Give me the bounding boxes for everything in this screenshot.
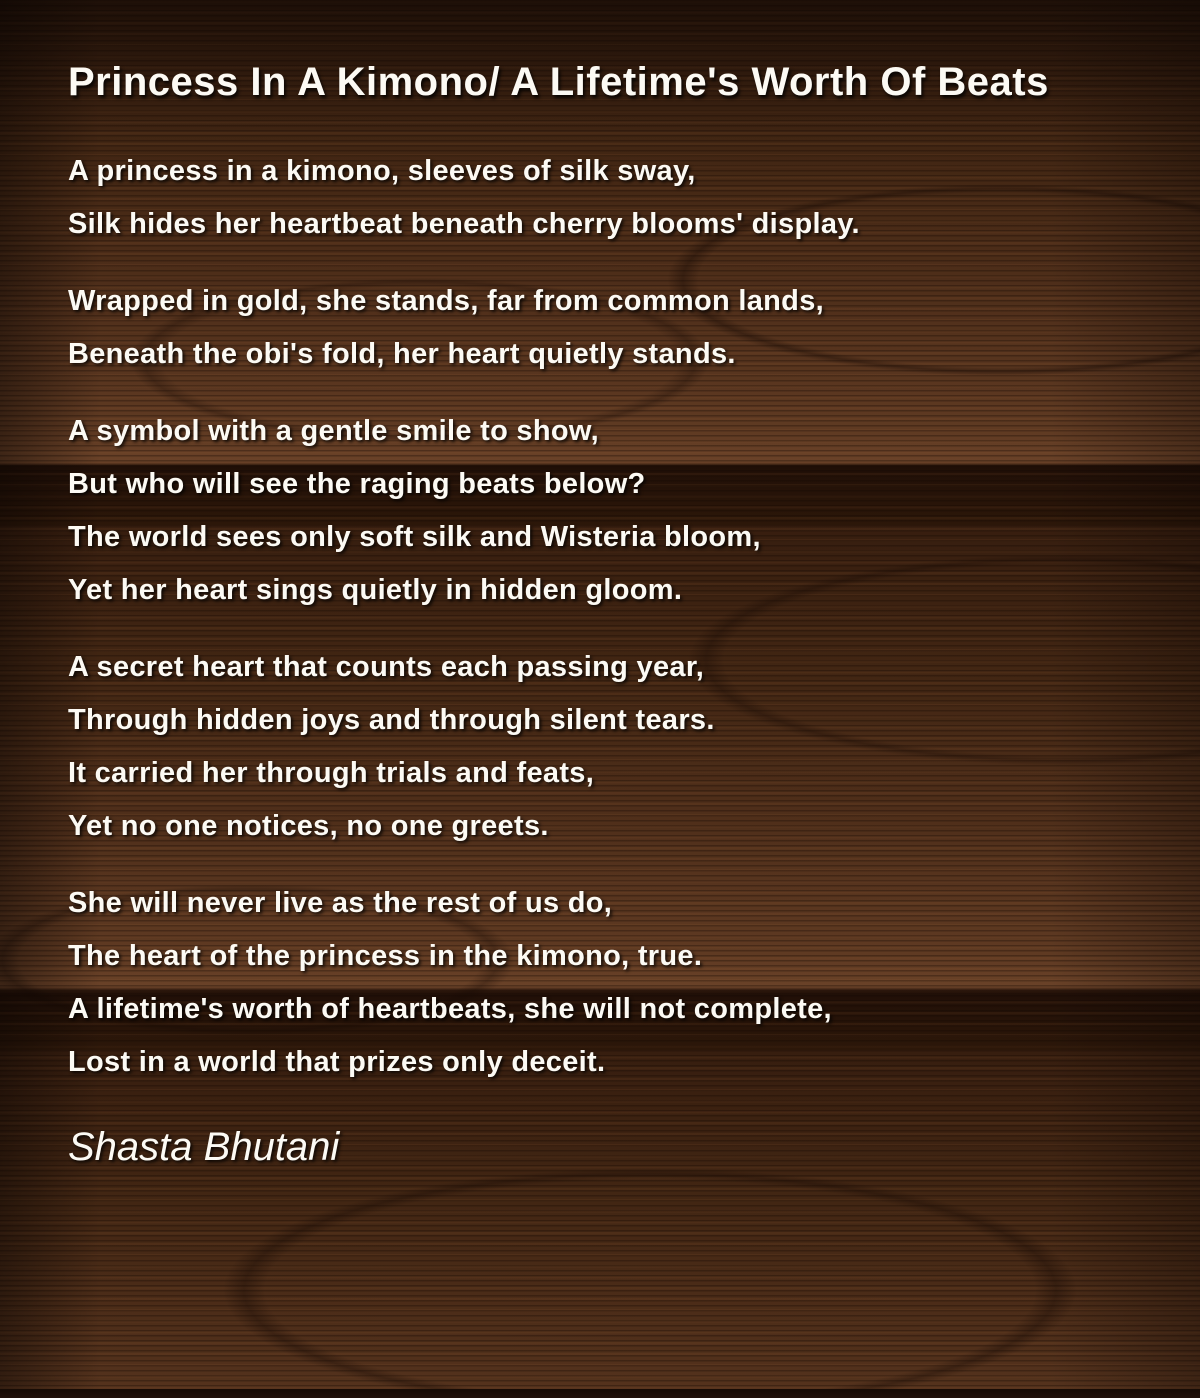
poem-title: Princess In A Kimono/ A Lifetime's Worth Of Beats	[68, 60, 1049, 104]
poem-line: Beneath the obi's fold, her heart quietly stands.	[68, 338, 736, 370]
poem-line: Silk hides her heartbeat beneath cherry blooms' display.	[68, 208, 860, 240]
poem-stanza	[68, 653, 1078, 841]
poem-line: A lifetime's worth of heartbeats, she will not complete,	[68, 993, 832, 1025]
poem-stanza	[68, 417, 1078, 605]
poem-line: But who will see the raging beats below?	[68, 468, 646, 500]
poem-line: A secret heart that counts each passing year,	[68, 651, 705, 683]
poem-line: The heart of the princess in the kimono, true.	[68, 940, 703, 972]
poem-line: She will never live as the rest of us do,	[68, 887, 613, 919]
poem-author: Shasta Bhutani	[68, 1125, 340, 1169]
poem-line: It carried her through trials and feats,	[68, 757, 595, 789]
poem-content	[68, 55, 1078, 1169]
poem-stanza	[68, 287, 1078, 369]
poem-line: A princess in a kimono, sleeves of silk sway,	[68, 155, 696, 187]
poem-stanzas	[68, 157, 1078, 1077]
poem-line: The world sees only soft silk and Wisteria bloom,	[68, 521, 761, 553]
poem-line: Lost in a world that prizes only deceit.	[68, 1046, 606, 1078]
poem-line: Yet no one notices, no one greets.	[68, 810, 549, 842]
poem-line: Wrapped in gold, she stands, far from common lands,	[68, 285, 824, 317]
poem-line: Through hidden joys and through silent tears.	[68, 704, 715, 736]
wood-plank-edge	[0, 1389, 1200, 1398]
poem-stanza	[68, 157, 1078, 239]
poem-line: Yet her heart sings quietly in hidden gloom.	[68, 574, 683, 606]
poem-line: A symbol with a gentle smile to show,	[68, 415, 600, 447]
poem-stanza	[68, 889, 1078, 1077]
